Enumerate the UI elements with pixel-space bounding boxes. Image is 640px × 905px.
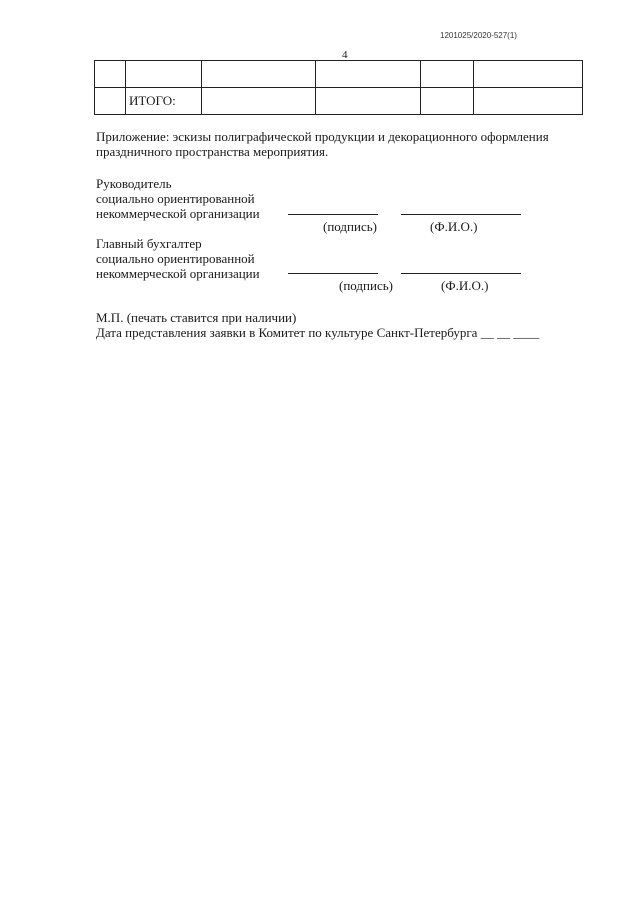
- accountant-title: Главный бухгалтер: [96, 236, 202, 251]
- page-number: 4: [342, 49, 348, 61]
- table-row: [95, 61, 583, 88]
- table-cell: [95, 61, 126, 88]
- accountant-signature-line: [288, 273, 378, 274]
- appendix-line-1: Приложение: эскизы полиграфической продукции и декорационного оформления: [96, 129, 549, 144]
- table-cell: [126, 61, 202, 88]
- table-cell: [95, 88, 126, 115]
- director-signature-label: (подпись): [323, 219, 377, 234]
- table-cell: [474, 61, 583, 88]
- accountant-signature-label: (подпись): [339, 278, 393, 293]
- budget-table: [94, 60, 583, 115]
- director-name-label: (Ф.И.О.): [430, 219, 478, 234]
- table-cell: [421, 61, 474, 88]
- accountant-title-line-2: социально ориентированной: [96, 251, 255, 266]
- appendix-line-2: праздничного пространства мероприятия.: [96, 144, 329, 159]
- total-label: ИТОГО:: [126, 88, 202, 115]
- table-cell: [202, 88, 316, 115]
- director-title-line-2: социально ориентированной: [96, 191, 255, 206]
- document-id: 1201025/2020-527(1): [440, 31, 517, 40]
- table-cell: [474, 88, 583, 115]
- table-cell: [202, 61, 316, 88]
- submission-date-line: Дата представления заявки в Комитет по культуре Санкт-Петербурга __ __ ____: [96, 325, 540, 340]
- accountant-title-line-3: некоммерческой организации: [96, 266, 260, 281]
- director-title: Руководитель: [96, 176, 172, 191]
- director-name-line: [401, 214, 521, 215]
- table-cell: [316, 88, 421, 115]
- table-row-total: [95, 88, 583, 115]
- accountant-name-label: (Ф.И.О.): [441, 278, 489, 293]
- director-title-line-3: некоммерческой организации: [96, 206, 260, 221]
- table-cell: [316, 61, 421, 88]
- table-cell: [421, 88, 474, 115]
- stamp-note: М.П. (печать ставится при наличии): [96, 310, 297, 325]
- accountant-name-line: [401, 273, 521, 274]
- director-signature-line: [288, 214, 378, 215]
